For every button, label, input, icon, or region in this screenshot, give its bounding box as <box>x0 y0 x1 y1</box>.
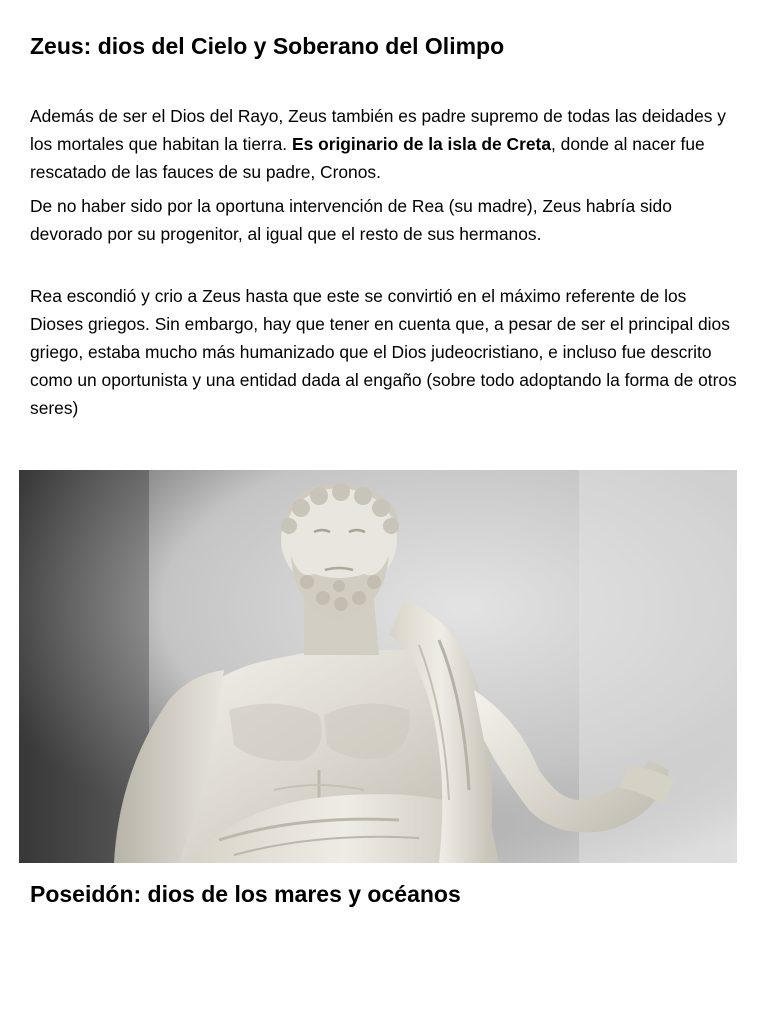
section-title-poseidon: Poseidón: dios de los mares y océanos <box>30 881 461 907</box>
section-title-zeus: Zeus: dios del Cielo y Soberano del Olimpo <box>30 33 505 59</box>
paragraph-text: Además de ser el Dios del Rayo, Zeus también es padre supremo de todas las deidades y los mortales que habitan la tierra. <box>30 106 727 154</box>
paragraph-rea-raised-zeus: Rea escondió y crio a Zeus hasta que este se convirtió en el máximo referente de los Dioses griegos. Sin embargo, hay que tener en cuenta que, a pesar de ser el principal dios griego, estaba mucho más humanizado que el Dios judeocristiano, e incluso fue descrito como un oportunista y una entidad dada al engaño (sobre todo adoptando la forma de otros seres) <box>30 286 737 418</box>
paragraph-text: , donde al nacer fue rescatado de las fauces de su padre, Cronos. <box>30 134 705 182</box>
statue-illustration <box>19 470 737 863</box>
zeus-statue-image <box>19 470 737 863</box>
paragraph-zeus-origin <box>30 102 742 186</box>
paragraph-bold-text: Es originario de la isla de Creta <box>291 134 551 154</box>
paragraph-rea-intervention: De no haber sido por la oportuna intervención de Rea (su madre), Zeus habría sido devorado por su progenitor, al igual que el resto de sus hermanos. <box>30 196 672 244</box>
